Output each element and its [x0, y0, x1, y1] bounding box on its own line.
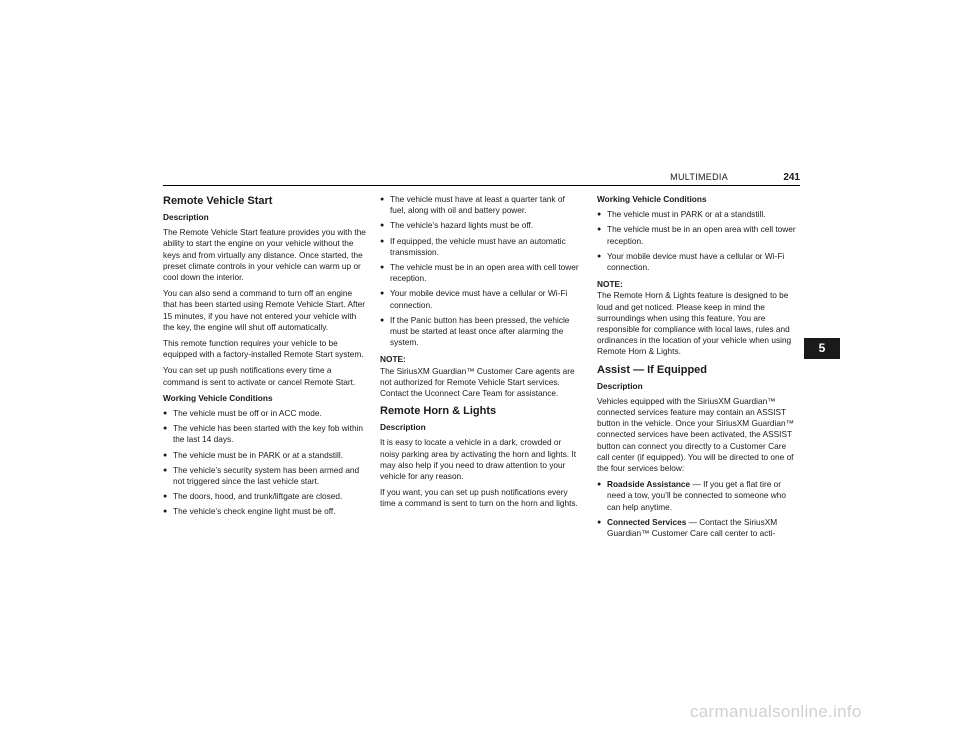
list-item: [597, 479, 800, 513]
list-item-text: The vehicle’s check engine light must be off.: [173, 506, 336, 517]
list-item-text: The vehicle must be off or in ACC mode.: [173, 408, 322, 419]
bullet-icon: ●: [380, 237, 385, 245]
list-item: [163, 423, 366, 445]
section-title-assist: Assist — If Equipped: [597, 363, 708, 376]
list-item: [380, 315, 582, 349]
bullet-icon: ●: [597, 211, 602, 219]
section-title-remote-vehicle-start: Remote Vehicle Start: [163, 195, 273, 207]
list-item-text: The vehicle’s security system has been armed and not triggered since the last vehicle start.: [173, 464, 360, 487]
list-item: [597, 209, 800, 220]
description-heading: Description: [597, 380, 643, 391]
note-text: The Remote Horn & Lights feature is designed to be loud and get noticed. Please keep in mind the surroundings when using this feature. You are responsible for compliance with local laws, rules and ordinances in the location of your vehicle when using Remote Horn & Lights.: [597, 290, 792, 357]
bullet-icon: ●: [597, 481, 602, 489]
bullet-icon: ●: [597, 518, 602, 526]
header-divider: [163, 185, 800, 186]
list-item-text: Your mobile device must have a cellular or Wi-Fi connection.: [607, 250, 785, 273]
paragraph: The Remote Vehicle Start feature provides you with the ability to start the engine on your vehicle without the keys and from virtually any distance. Once started, the preset climate controls in your vehicle can warm up or cool down the interior.: [163, 227, 366, 283]
bullet-icon: ●: [380, 316, 385, 324]
service-name: Roadside Assistance: [607, 479, 691, 490]
list-item: [163, 450, 366, 461]
note-label: NOTE:: [380, 354, 406, 365]
bullet-icon: ●: [597, 226, 602, 234]
paragraph: Vehicles equipped with the SiriusXM Guardian™ connected services feature may contain an ASSIST button in the vehicle. Once your SiriusXM Guardian™ connected services have been activated, the ASSIST button can connect you directly to a Customer Care call center (if equipped). You will be directed to one of the four services below:: [597, 395, 794, 474]
header-section-title: MULTIMEDIA: [670, 172, 728, 182]
services-list: [597, 479, 800, 539]
bullet-icon: ●: [380, 264, 385, 272]
conditions-heading: Working Vehicle Conditions: [163, 392, 273, 403]
paragraph: You can also send a command to turn off an engine that has been started using Remote Vehicle Start. After 15 minutes, if you have not entered your vehicle with the key, the engine will shut off automatically.: [163, 288, 366, 332]
note-label: NOTE:: [597, 279, 623, 290]
list-item-text: The vehicle must be in an open area with cell tower reception.: [390, 262, 579, 284]
list-item: [163, 506, 366, 517]
list-item-text: If the Panic button has been pressed, the vehicle must be started at least once after alarming the system.: [390, 314, 570, 348]
list-item-text: Your mobile device must have a cellular or Wi-Fi connection.: [390, 288, 568, 310]
bullet-icon: ●: [163, 493, 168, 501]
bullet-icon: ●: [163, 466, 168, 474]
service-text: — Contact the SiriusXM Guardian™ Customer Care call center to acti-: [607, 516, 778, 539]
service-text: — If you get a flat tire or need a tow, you’ll be connected to someone who can help anytime.: [607, 479, 786, 512]
list-item: [380, 288, 582, 310]
list-item: [597, 224, 800, 246]
section-title-remote-horn-lights: Remote Horn & Lights: [380, 405, 497, 418]
conditions-list-continued: [380, 194, 582, 348]
column-2: [380, 194, 582, 515]
list-item: [380, 236, 582, 258]
column-3: [597, 194, 800, 544]
note-text: The SiriusXM Guardian™ Customer Care agents are not authorized for Remote Vehicle Start services. Contact the Uconnect Care Team for assistance.: [380, 365, 575, 399]
list-item-text: The vehicle must in PARK or at a standstill.: [607, 209, 766, 220]
conditions-heading: Working Vehicle Conditions: [597, 194, 707, 204]
watermark[interactable]: carmanualsonline.info: [690, 702, 862, 721]
bullet-icon: ●: [163, 508, 168, 516]
paragraph: If you want, you can set up push notifications every time a command is sent to turn on the horn and lights.: [380, 487, 578, 509]
page-header: [163, 172, 800, 186]
list-item-text: The vehicle’s hazard lights must be off.: [390, 220, 534, 231]
list-item: [163, 491, 366, 502]
list-item-text: The vehicle has been started with the key fob within the last 14 days.: [173, 423, 364, 445]
list-item: [163, 465, 366, 487]
column-1: [163, 194, 366, 523]
paragraph: This remote function requires your vehicle to be equipped with a factory-installed Remote Start system.: [163, 338, 364, 360]
conditions-list: [163, 408, 366, 518]
description-heading: Description: [163, 212, 209, 222]
list-item: [380, 194, 582, 216]
bullet-icon: ●: [163, 451, 168, 459]
chapter-tab: 5: [804, 338, 840, 359]
bullet-icon: ●: [380, 222, 385, 230]
list-item-text: The doors, hood, and trunk/liftgate are closed.: [173, 491, 343, 502]
conditions-list: [597, 209, 800, 273]
list-item-text: The vehicle must be in PARK or at a standstill.: [173, 449, 344, 460]
list-item-text: The vehicle must be in an open area with cell tower reception.: [607, 224, 796, 246]
list-item: [597, 251, 800, 273]
paragraph: It is easy to locate a vehicle in a dark, crowded or noisy parking area by activating the horn and lights. It may also help if you need to draw attention to your vehicle for any reason.: [380, 437, 577, 482]
bullet-icon: ●: [163, 425, 168, 433]
bullet-icon: ●: [597, 252, 602, 260]
paragraph: You can set up push notifications every time a command is sent to activate or cancel Remote Start.: [163, 365, 356, 387]
page-number: 241: [783, 172, 800, 183]
list-item: [597, 517, 800, 539]
list-item: [163, 408, 366, 419]
list-item-text: The vehicle must have at least a quarter tank of fuel, along with oil and battery power.: [390, 194, 565, 216]
description-heading: Description: [380, 422, 426, 433]
bullet-icon: ●: [380, 290, 385, 298]
list-item: [380, 262, 582, 284]
service-name: Connected Services: [607, 516, 687, 527]
bullet-icon: ●: [163, 410, 168, 418]
list-item-text: If equipped, the vehicle must have an automatic transmission.: [390, 235, 566, 257]
list-item: [380, 220, 582, 231]
bullet-icon: ●: [380, 196, 385, 203]
